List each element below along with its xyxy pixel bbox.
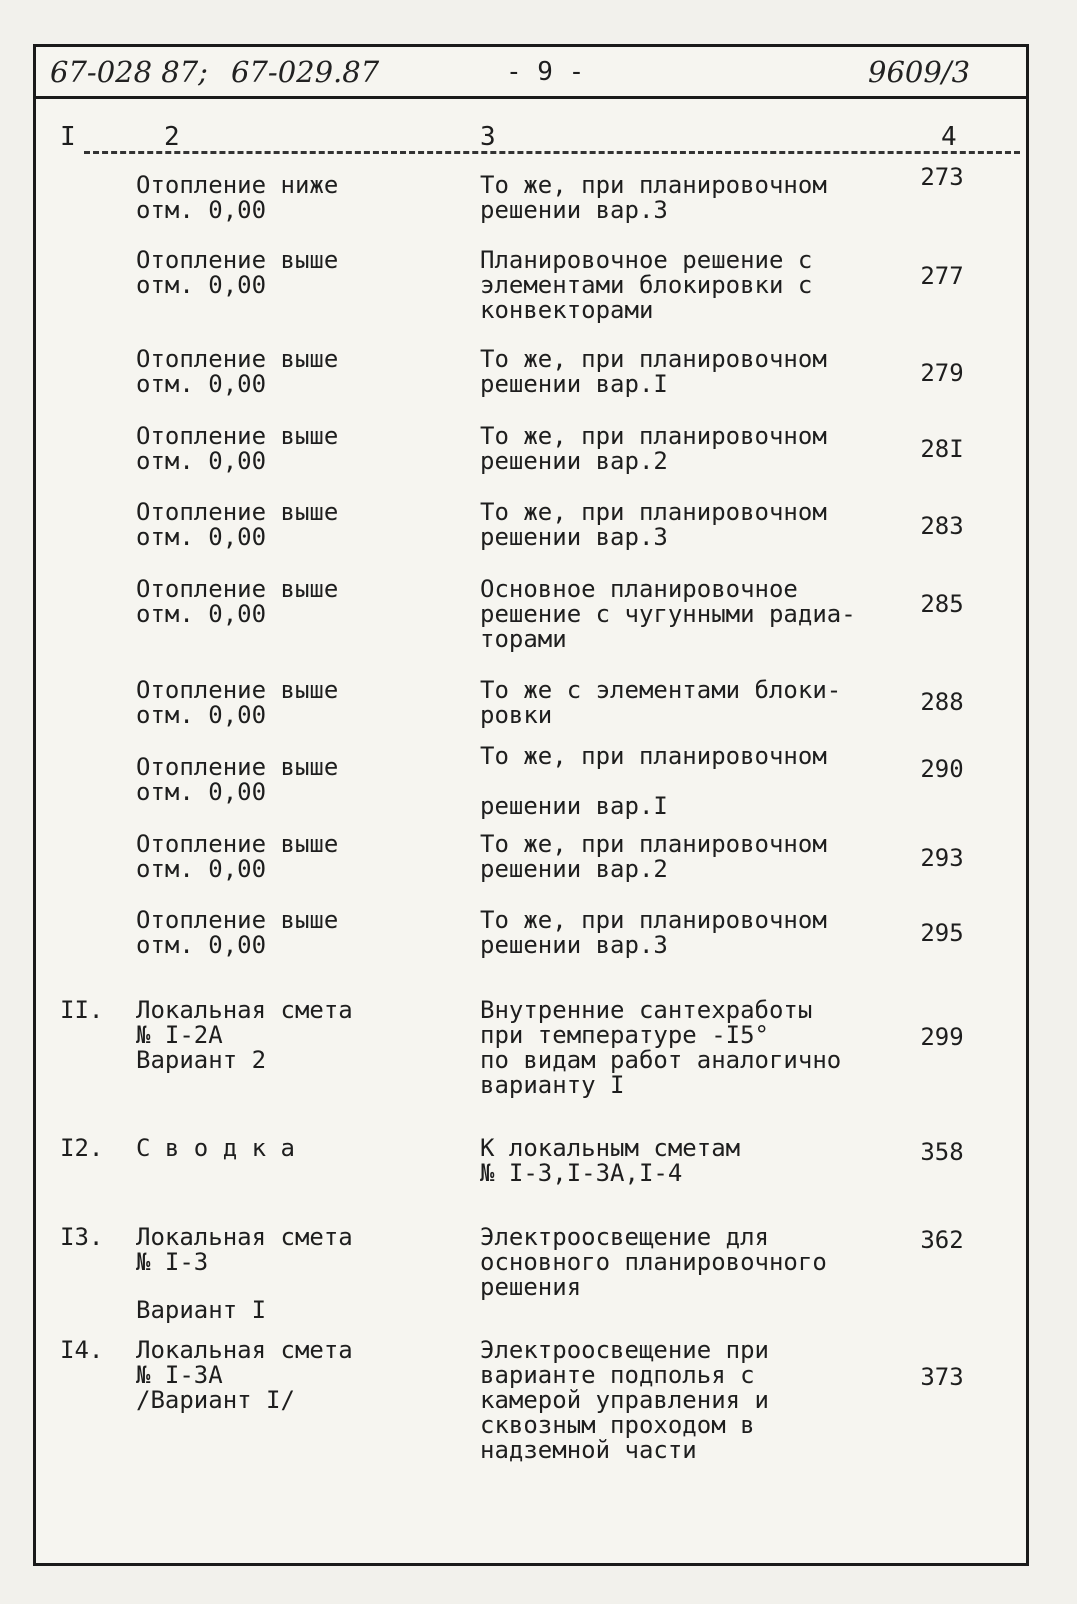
doc-code-mid: 67-029.87 <box>231 55 380 89</box>
item-title: Отопление выше отм. 0,00 <box>136 830 339 883</box>
item-page: 277 <box>920 262 964 290</box>
item-number: I3. <box>60 1223 104 1251</box>
item-description: Основное планировочное решение с чугунными радиа- торами <box>480 575 856 653</box>
item-variant: Вариант I <box>136 1296 267 1324</box>
page-header <box>36 47 1026 99</box>
item-page: 288 <box>920 688 964 716</box>
item-page: 285 <box>920 590 964 618</box>
item-title: Отопление выше отм. 0,00 <box>136 498 339 551</box>
item-page: 273 <box>920 163 964 191</box>
item-description: То же, при планировочном решении вар.2 <box>480 830 827 883</box>
item-page: 295 <box>920 919 964 947</box>
header-dashed-rule <box>84 151 1020 154</box>
item-page: 358 <box>920 1138 964 1166</box>
item-title: Отопление выше отм. 0,00 <box>136 345 339 398</box>
item-title: Отопление выше отм. 0,00 <box>136 575 339 628</box>
item-page: 373 <box>920 1363 964 1391</box>
item-title: Отопление выше отм. 0,00 <box>136 753 339 806</box>
item-page: 290 <box>920 755 964 783</box>
item-description: Электроосвещение для основного планировочного решения <box>480 1223 827 1301</box>
item-description: Планировочное решение с элементами блокировки с конвекторами <box>480 246 813 324</box>
document-frame <box>33 44 1029 1566</box>
item-page: 299 <box>920 1023 964 1051</box>
column-header-4: 4 <box>941 122 957 152</box>
item-page: 362 <box>920 1226 964 1254</box>
item-description: То же, при планировочном решении вар.I <box>480 742 827 820</box>
item-page: 279 <box>920 359 964 387</box>
page-number: - 9 - <box>506 57 585 87</box>
item-title: Локальная смета № I-2А Вариант 2 <box>136 996 353 1074</box>
item-title: Отопление выше отм. 0,00 <box>136 676 339 729</box>
item-description: К локальным сметам № I-3,I-3А,I-4 <box>480 1134 741 1187</box>
item-number: II. <box>60 996 104 1024</box>
item-title: С в о д к а <box>136 1134 295 1162</box>
item-description: То же с элементами блоки- ровки <box>480 676 842 729</box>
item-title: Отопление выше отм. 0,00 <box>136 422 339 475</box>
item-title: Отопление ниже отм. 0,00 <box>136 171 339 224</box>
item-number: I4. <box>60 1336 104 1364</box>
item-number: I2. <box>60 1134 104 1162</box>
item-title: Локальная смета № I-3А /Вариант I/ <box>136 1336 353 1414</box>
doc-number: 9609/3 <box>868 55 971 89</box>
item-title: Локальная смета № I-3 <box>136 1223 353 1276</box>
item-title: Отопление выше отм. 0,00 <box>136 246 339 299</box>
doc-code-left: 67-028 87; <box>50 55 208 89</box>
item-description: То же, при планировочном решении вар.I <box>480 345 827 398</box>
item-page: 283 <box>920 512 964 540</box>
item-description: То же, при планировочном решении вар.3 <box>480 498 827 551</box>
item-description: То же, при планировочном решении вар.3 <box>480 906 827 959</box>
column-header-3: 3 <box>480 122 496 152</box>
item-title: Отопление выше отм. 0,00 <box>136 906 339 959</box>
item-page: 293 <box>920 844 964 872</box>
item-page: 28I <box>920 435 964 463</box>
column-header-1: I <box>60 122 76 152</box>
item-description: Внутренние сантехработы при температуре -I5° по видам работ аналогично варианту I <box>480 996 842 1099</box>
column-header-2: 2 <box>164 122 180 152</box>
item-description: То же, при планировочном решении вар.3 <box>480 171 827 224</box>
item-description: То же, при планировочном решении вар.2 <box>480 422 827 475</box>
item-description: Электроосвещение при варианте подполья с камерой управления и сквозным проходом в надземной части <box>480 1336 769 1464</box>
